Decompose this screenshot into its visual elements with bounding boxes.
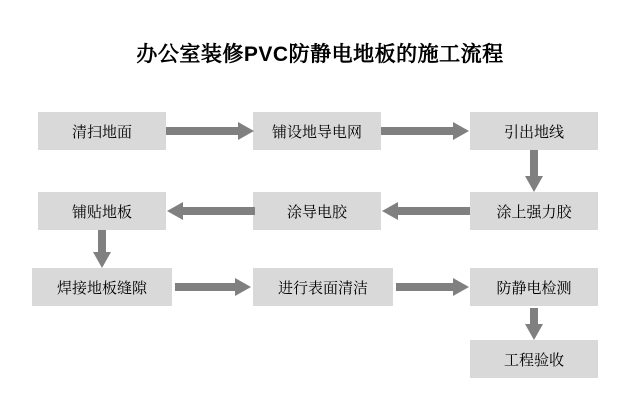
- arrow-ground-to-strong-glue: [525, 150, 543, 192]
- arrow-conductive-glue-to-floor-panel: [167, 202, 255, 220]
- flow-node-label: 防静电检测: [496, 279, 572, 297]
- flow-node-apply-conductive-glue[interactable]: [253, 192, 381, 230]
- arrow-weld-to-cleaning: [175, 278, 251, 296]
- flow-node-lay-floor-panel[interactable]: [38, 192, 166, 230]
- flow-node-apply-strong-glue[interactable]: [470, 192, 598, 230]
- arrow-strong-glue-to-conductive-glue: [382, 202, 470, 220]
- flow-node-clean-floor[interactable]: [38, 112, 166, 150]
- arrow-floor-panel-to-weld: [93, 230, 111, 268]
- flow-node-weld-seams[interactable]: [32, 268, 172, 306]
- flow-node-label: 进行表面清洁: [277, 279, 368, 297]
- arrow-antistatic-test-to-acceptance: [525, 308, 543, 340]
- arrow-cleaning-to-antistatic-test: [396, 278, 469, 296]
- flow-node-lay-conductive-net[interactable]: [253, 112, 381, 150]
- flow-node-antistatic-test[interactable]: [470, 268, 598, 306]
- flow-node-lead-out-ground[interactable]: [470, 112, 598, 150]
- arrow-net-to-ground: [381, 122, 469, 140]
- flow-node-surface-cleaning[interactable]: [253, 268, 393, 306]
- flow-node-label: 焊接地板缝隙: [56, 279, 147, 297]
- flow-node-label: 涂导电胶: [286, 203, 347, 221]
- arrow-clean-to-net: [166, 122, 254, 140]
- flow-node-label: 引出地线: [503, 123, 564, 141]
- flow-node-label: 清扫地面: [71, 123, 132, 141]
- page-title: 办公室装修PVC防静电地板的施工流程: [136, 43, 504, 66]
- flow-node-label: 涂上强力胶: [496, 203, 572, 221]
- flow-node-label: 工程验收: [503, 351, 564, 369]
- flow-node-project-acceptance[interactable]: [470, 340, 598, 378]
- flow-node-label: 铺贴地板: [71, 203, 132, 221]
- flow-node-label: 铺设地导电网: [271, 123, 362, 141]
